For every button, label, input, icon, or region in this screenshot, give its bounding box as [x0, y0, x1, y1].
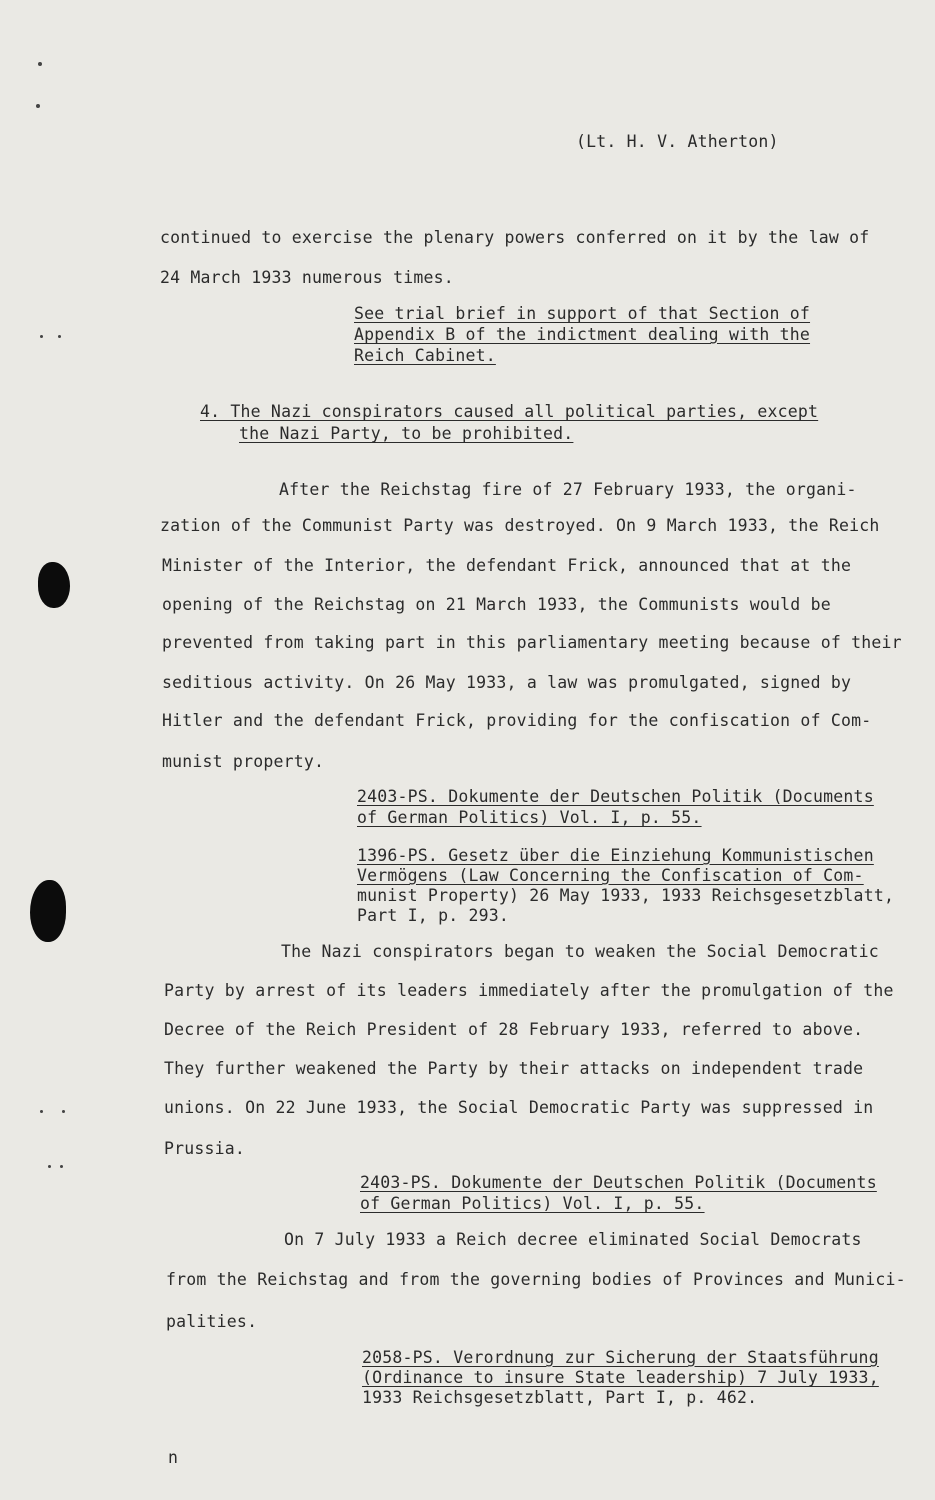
section-heading: the Nazi Party, to be prohibited.	[239, 424, 574, 443]
margin-speck	[58, 335, 61, 338]
paragraph-line: munist property.	[162, 752, 325, 771]
paragraph-line: Hitler and the defendant Frick, providing for the confiscation of Com-	[162, 711, 872, 730]
margin-speck	[36, 104, 40, 108]
margin-speck	[40, 1110, 43, 1113]
paragraph-line: unions. On 22 June 1933, the Social Democratic Party was suppressed in	[164, 1098, 874, 1117]
punch-hole-top	[38, 562, 70, 608]
margin-speck	[48, 1165, 51, 1168]
citation-line: (Ordinance to insure State leadership) 7 July 1933,	[362, 1368, 879, 1387]
citation-line: 2058-PS. Verordnung zur Sicherung der Staatsführung	[362, 1348, 879, 1367]
citation-line: of German Politics) Vol. I, p. 55.	[357, 808, 702, 827]
paragraph-line: Decree of the Reich President of 28 February 1933, referred to above.	[164, 1020, 864, 1039]
citation-line: 1933 Reichsgesetzblatt, Part I, p. 462.	[362, 1388, 758, 1407]
paragraph-line: Party by arrest of its leaders immediately after the promulgation of the	[164, 981, 894, 1000]
paragraph-line: from the Reichstag and from the governing bodies of Provinces and Munici-	[166, 1270, 906, 1289]
paragraph-line: palities.	[166, 1312, 258, 1331]
citation-line: Appendix B of the indictment dealing with the	[354, 325, 811, 344]
paragraph-line: After the Reichstag fire of 27 February 1933, the organi-	[279, 480, 857, 499]
paragraph-line: Minister of the Interior, the defendant Frick, announced that at the	[162, 556, 852, 575]
citation-line: munist Property) 26 May 1933, 1933 Reichsgesetzblatt,	[357, 886, 895, 905]
footer-mark: n	[168, 1448, 179, 1467]
paragraph-line: prevented from taking part in this parliamentary meeting because of their	[162, 633, 902, 652]
citation-line: Reich Cabinet.	[354, 346, 496, 365]
citation-line: Part I, p. 293.	[357, 906, 510, 925]
paragraph-line: The Nazi conspirators began to weaken the Social Democratic	[281, 942, 879, 961]
paragraph-line: 24 March 1933 numerous times.	[160, 268, 454, 287]
punch-hole-bottom	[30, 880, 66, 942]
paragraph-line: They further weakened the Party by their attacks on independent trade	[164, 1059, 864, 1078]
citation-line: See trial brief in support of that Section of	[354, 304, 811, 323]
margin-speck	[38, 62, 42, 66]
paragraph-line: opening of the Reichstag on 21 March 1933, the Communists would be	[162, 595, 831, 614]
author-attribution: (Lt. H. V. Atherton)	[576, 132, 779, 151]
paragraph-line: seditious activity. On 26 May 1933, a law was promulgated, signed by	[162, 673, 852, 692]
paragraph-line: zation of the Communist Party was destroyed. On 9 March 1933, the Reich	[160, 516, 880, 535]
paragraph-line: continued to exercise the plenary powers conferred on it by the law of	[160, 228, 870, 247]
citation-line: of German Politics) Vol. I, p. 55.	[360, 1194, 705, 1213]
citation-line: 1396-PS. Gesetz über die Einziehung Kommunistischen	[357, 846, 874, 865]
citation-line: 2403-PS. Dokumente der Deutschen Politik (Documents	[360, 1173, 877, 1192]
citation-line: Vermögens (Law Concerning the Confiscation of Com-	[357, 866, 864, 885]
margin-speck	[62, 1110, 65, 1113]
section-heading: 4. The Nazi conspirators caused all political parties, except	[200, 402, 819, 421]
paragraph-line: On 7 July 1933 a Reich decree eliminated Social Democrats	[284, 1230, 862, 1249]
paragraph-line: Prussia.	[164, 1139, 246, 1158]
margin-speck	[40, 335, 43, 338]
margin-speck	[60, 1165, 63, 1168]
citation-line: 2403-PS. Dokumente der Deutschen Politik (Documents	[357, 787, 874, 806]
